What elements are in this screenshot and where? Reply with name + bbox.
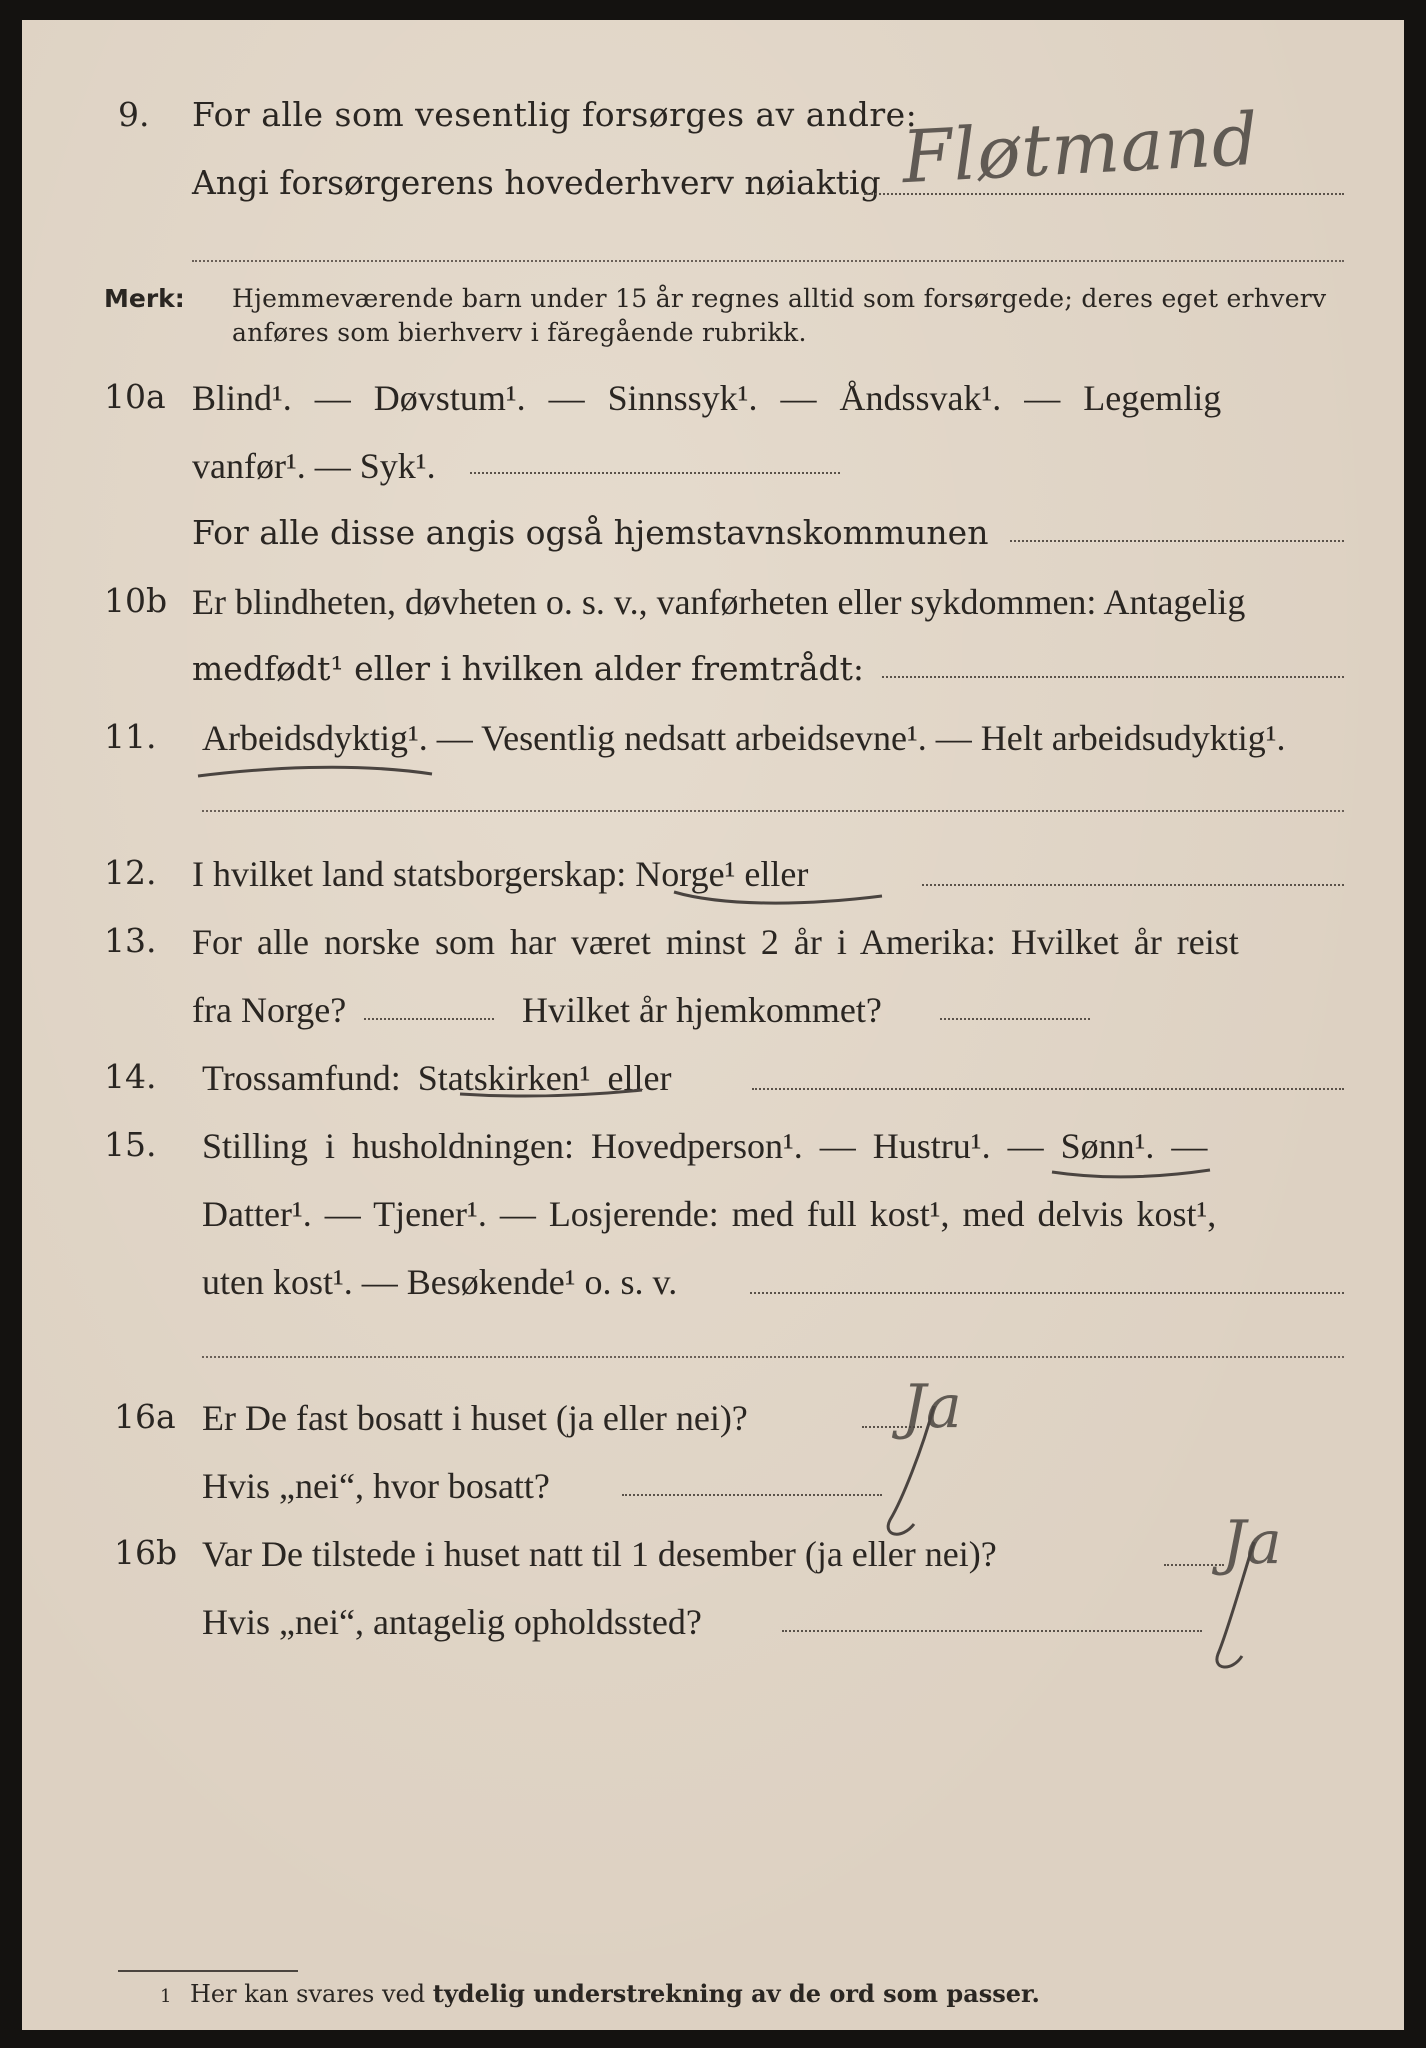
ja-16a-stroke [888,1406,934,1534]
question-16a-text: Er De fast bosatt i huset (ja eller nei)? [202,1398,748,1438]
question-10a-text-3: For alle disse angis også hjemstavnskommunen [192,513,989,552]
question-15-number: 15. [104,1125,157,1164]
footnote-marker: 1 [160,1986,172,2007]
question-16a-handwritten-answer: Ja [902,1372,962,1442]
ja-16b-stroke [1217,1542,1254,1667]
question-10b-text-2: medfødt¹ eller i hvilken alder fremtrådt: [192,649,865,688]
census-form-page [22,20,1404,2030]
question-16b-handwritten-answer: Ja [1222,1508,1282,1578]
merk-label: Merk: [104,284,185,313]
footnote-text-bold: tydelig understrekning av de ord som passer. [432,1979,1040,2008]
question-13-number: 13. [104,921,157,960]
question-13-text-left: fra Norge? [192,990,347,1030]
underline-arbeidsdyktig [198,767,432,776]
pen-marks [22,20,1404,2030]
question-15-text-2: Datter¹. — Tjener¹. — Losjerende: med full kost¹, med delvis kost¹, [202,1194,1217,1234]
question-10a-text-2: vanfør¹. — Syk¹. [192,446,436,486]
question-14-number: 14. [104,1057,157,1096]
question-10b-text: Er blindheten, døvheten o. s. v., vanførheten eller sykdommen: Antagelig [192,582,1246,622]
question-10a-text: Blind¹. — Døvstum¹. — Sinnssyk¹. — Åndssvak¹. — Legemlig [192,378,1222,418]
question-12-text: I hvilket land statsborgerskap: Norge¹ eller [192,854,809,894]
footnote-text-plain: Her kan svares ved [190,1980,426,2008]
question-14-text: Trossamfund: Statskirken¹ eller [202,1058,672,1098]
question-12-number: 12. [104,853,157,892]
question-13-text: For alle norske som har været minst 2 år i Amerika: Hvilket år reist [192,922,1239,962]
question-16b-text-2: Hvis „nei“, antagelig opholdssted? [202,1602,702,1642]
merk-text-line-1: Hjemmeværende barn under 15 år regnes alltid som forsørgede; deres eget erhverv [232,284,1327,313]
question-9-text: For alle som vesentlig forsørges av andre: [192,95,918,134]
question-15-text: Stilling i husholdningen: Hovedperson¹. — Hustru¹. — Sønn¹. — [202,1126,1208,1166]
question-16a-text-2: Hvis „nei“, hvor bosatt? [202,1466,550,1506]
question-15-text-3: uten kost¹. — Besøkende¹ o. s. v. [202,1262,678,1302]
question-13-text-right: Hvilket år hjemkommet? [522,990,882,1030]
question-10a-number: 10a [104,377,166,416]
question-10b-number: 10b [104,581,168,620]
question-9-subtext: Angi forsørgerens hovederhverv nøiaktig [192,163,881,202]
merk-text-line-2: anføres som bierhverv i făregående rubrikk. [232,318,807,347]
question-11-number: 11. [104,717,157,756]
question-16b-number: 16b [114,1533,178,1572]
question-9-number: 9. [118,95,150,134]
underline-statskirken [460,1090,642,1096]
underline-norge [674,892,882,903]
question-11-text: Arbeidsdyktig¹. — Vesentlig nedsatt arbeidsevne¹. — Helt arbeidsudyktig¹. [202,718,1286,758]
question-9-handwritten-answer: Fløtmand [900,96,1261,200]
question-16a-number: 16a [114,1397,176,1436]
underline-hustru [1052,1170,1210,1177]
question-16b-text: Var De tilstede i huset natt til 1 desember (ja eller nei)? [202,1534,997,1574]
